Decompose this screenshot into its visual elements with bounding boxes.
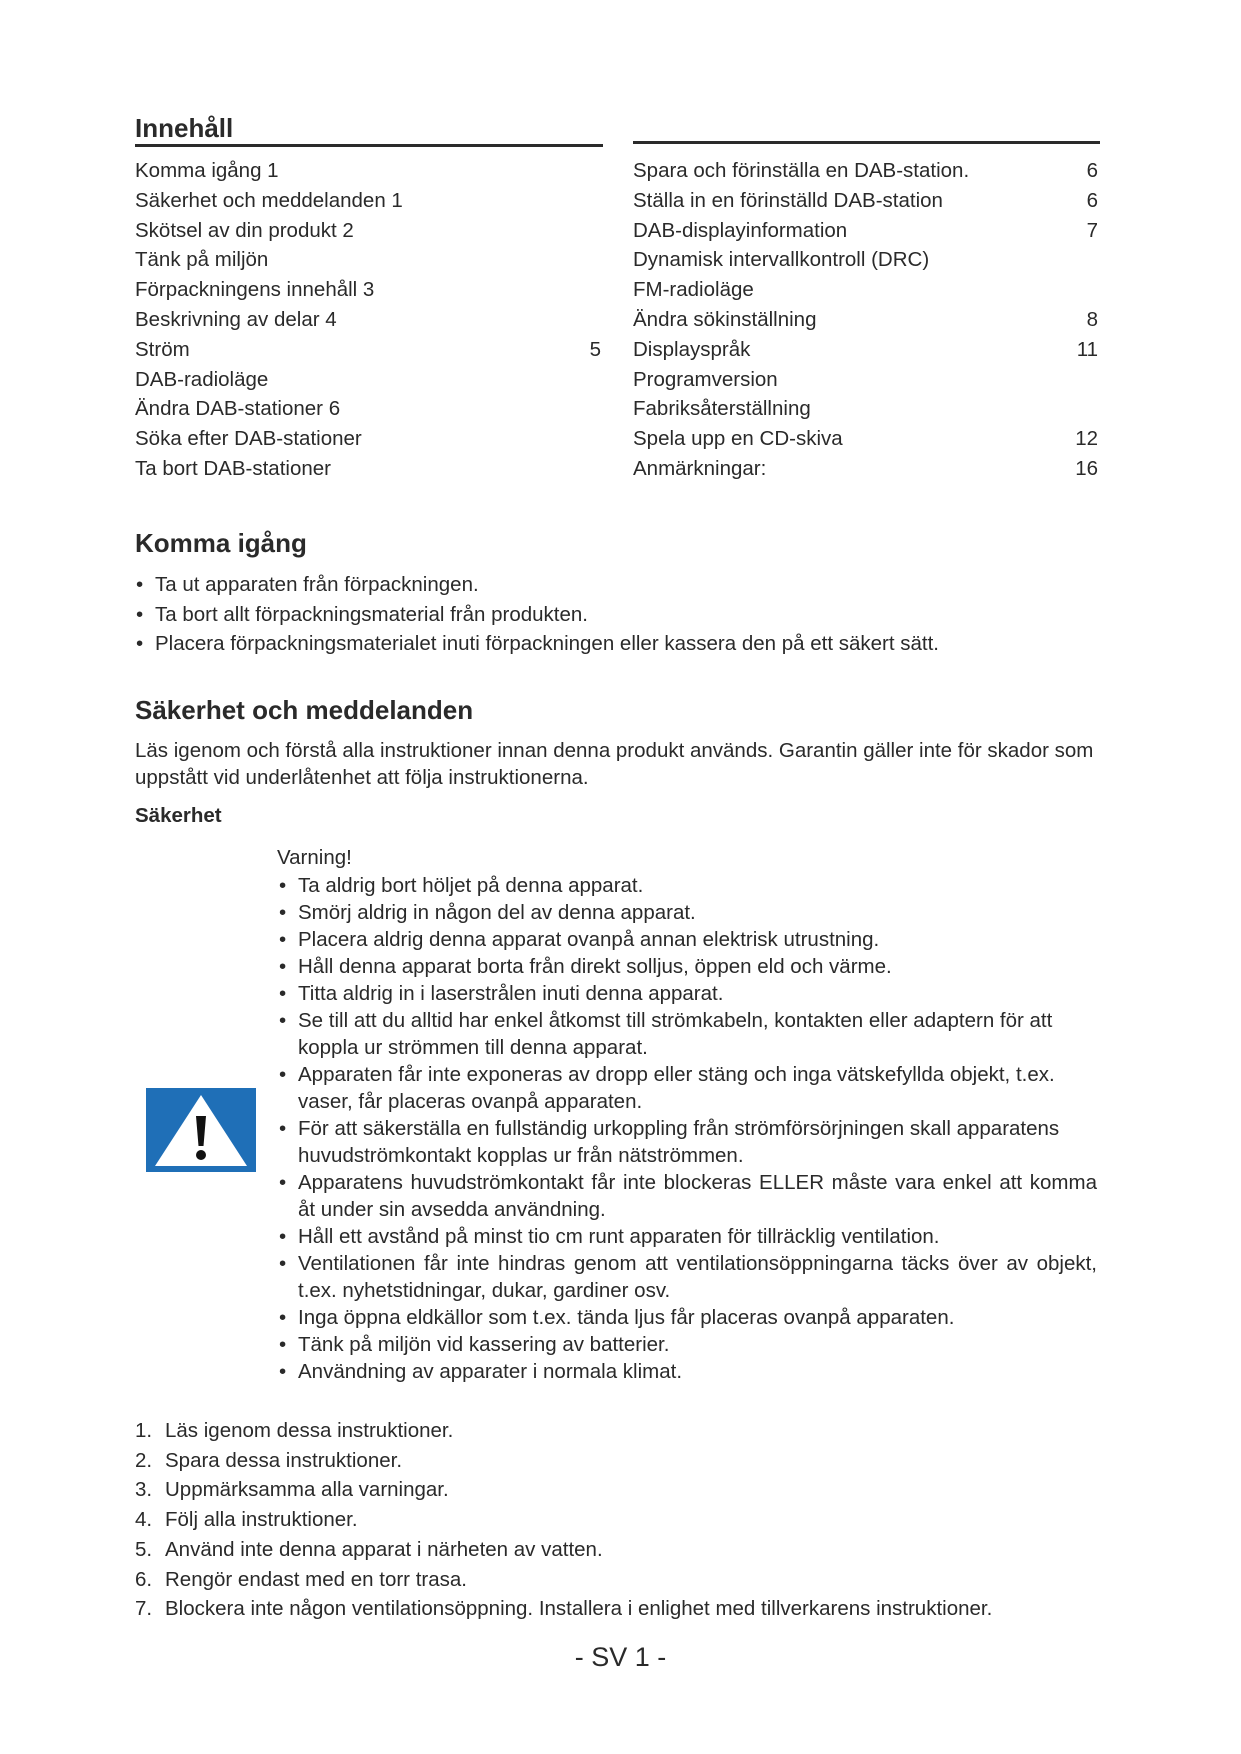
list-item <box>135 1505 1115 1535</box>
list-item-number: 3. <box>135 1478 153 1502</box>
list-item-number: 2. <box>135 1448 153 1472</box>
toc-entry-label: Skötsel av din produkt 2 <box>135 218 354 242</box>
toc-entry-label: Tänk på miljön <box>135 248 269 272</box>
list-item-number: 7. <box>135 1597 153 1621</box>
toc-entry-label: Ta bort DAB-stationer <box>135 456 331 480</box>
toc-entry-label: Ändra sökinställning <box>633 307 817 331</box>
warning-item: • Användning av apparater i normala klimat. <box>277 1358 1097 1385</box>
safety-intro: Läs igenom och förstå alla instruktioner innan denna produkt används. Garantin gäller inte för skador som uppstått vid underlåtenhet att följa instruktionerna. <box>135 739 1094 789</box>
toc-entry-page: 12 <box>1075 427 1098 451</box>
warning-item: • Ventilationen får inte hindras genom att ventilationsöppningarna täcks över av objekt, t.ex. nyhetstidningar, dukar, gardiner osv. <box>277 1250 1097 1304</box>
toc-entry[interactable] <box>135 305 603 335</box>
instructions-list <box>135 1416 1115 1624</box>
toc-entry[interactable] <box>633 245 1100 275</box>
toc-entry[interactable] <box>633 424 1100 454</box>
toc-entry-page: 16 <box>1075 456 1098 480</box>
toc-entry[interactable] <box>633 275 1100 305</box>
list-item: • Ta ut apparaten från förpackningen. <box>135 570 1115 600</box>
toc-entry-label: Fabriksåterställning <box>633 397 811 421</box>
toc-entry-label: Ändra DAB-stationer 6 <box>135 397 341 421</box>
toc-entry-label: Ström <box>135 337 190 361</box>
list-item <box>135 1594 1115 1624</box>
toc-entry[interactable] <box>633 305 1100 335</box>
toc-entry-page: 11 <box>1076 337 1098 361</box>
toc-entry-label: Säkerhet och meddelanden 1 <box>135 188 403 212</box>
toc-entry-label: Displayspråk <box>633 337 751 361</box>
toc-entry-page: 8 <box>1086 307 1098 331</box>
toc-entry[interactable] <box>135 245 603 275</box>
toc-entry-page: 6 <box>1086 188 1098 212</box>
toc-entry[interactable] <box>633 216 1100 246</box>
warning-heading: Varning! <box>277 846 352 869</box>
toc-entry-label: DAB-displayinformation <box>633 218 848 242</box>
toc-entry[interactable] <box>135 424 603 454</box>
warning-item: • Håll denna apparat borta från direkt solljus, öppen eld och värme. <box>277 953 1097 980</box>
list-item-number: 5. <box>135 1537 153 1561</box>
toc-entry-page: 7 <box>1086 218 1098 242</box>
warning-block <box>277 843 1097 1385</box>
toc-entry-label: Spara och förinställa en DAB-station. <box>633 159 970 182</box>
toc-entry-label: Beskrivning av delar 4 <box>135 307 337 331</box>
warning-item: • För att säkerställa en fullständig urkoppling från strömförsörjningen skall apparatens huvudströmkontakt kopplas ur från nätströmmen. <box>277 1115 1097 1169</box>
warning-item: • Placera aldrig denna apparat ovanpå annan elektrisk utrustning. <box>277 926 1097 953</box>
list-item-text: Blockera inte någon ventilationsöppning. Installera i enlighet med tillverkarens instruktioner. <box>165 1597 993 1621</box>
list-item <box>135 1475 1115 1505</box>
toc-entry[interactable] <box>633 454 1100 484</box>
toc-entry-label: Ställa in en förinställd DAB-station <box>633 188 943 212</box>
toc-entry-label: Anmärkningar: <box>633 456 767 480</box>
page-number: - SV 1 - <box>574 1642 667 1672</box>
toc-entry[interactable] <box>135 394 603 424</box>
section-title-safety: Säkerhet och meddelanden <box>135 695 474 725</box>
toc-entry[interactable] <box>633 335 1100 365</box>
safety-subheading: Säkerhet <box>135 804 222 827</box>
toc-entry[interactable] <box>135 156 603 186</box>
warning-item: • Ta aldrig bort höljet på denna apparat. <box>277 872 1097 899</box>
toc-entry-label: Programversion <box>633 367 778 391</box>
list-item <box>135 1446 1115 1476</box>
toc-entry[interactable] <box>135 186 603 216</box>
warning-item: • Apparaten får inte exponeras av dropp eller stäng och inga vätskefyllda objekt, t.ex. vaser, får placeras ovanpå apparaten. <box>277 1061 1097 1115</box>
toc-entry[interactable] <box>135 365 603 395</box>
toc-entry-label: DAB-radioläge <box>135 367 269 391</box>
list-item-text: Spara dessa instruktioner. <box>165 1448 403 1472</box>
list-item: • Ta bort allt förpackningsmaterial från produkten. <box>135 600 1115 630</box>
list-item <box>135 1535 1115 1565</box>
toc-entry[interactable] <box>633 365 1100 395</box>
getting-started-list <box>135 570 1115 659</box>
toc-entry-label: Komma igång 1 <box>135 159 279 182</box>
toc-entry-label: FM-radioläge <box>633 278 754 302</box>
toc-entry-page: 5 <box>589 337 601 361</box>
toc-entry-page: 6 <box>1086 159 1098 182</box>
warning-triangle-icon <box>146 1088 256 1172</box>
warning-item: • Håll ett avstånd på minst tio cm runt apparaten för tillräcklig ventilation. <box>277 1223 1097 1250</box>
list-item <box>135 1565 1115 1595</box>
list-item-text: Använd inte denna apparat i närheten av vatten. <box>165 1537 603 1561</box>
list-item <box>135 1416 1115 1446</box>
warning-item: • Tänk på miljön vid kassering av batterier. <box>277 1331 1097 1358</box>
list-item-number: 6. <box>135 1567 153 1591</box>
warning-item: • Titta aldrig in i laserstrålen inuti denna apparat. <box>277 980 1097 1007</box>
toc-entry[interactable] <box>633 394 1100 424</box>
toc-title: Innehåll <box>135 112 603 147</box>
list-item-number: 1. <box>135 1419 153 1442</box>
toc-left-column <box>135 156 603 484</box>
toc-entry-label: Spela upp en CD-skiva <box>633 427 843 451</box>
warning-item: • Inga öppna eldkällor som t.ex. tända ljus får placeras ovanpå apparaten. <box>277 1304 1097 1331</box>
list-item-text: Uppmärksamma alla varningar. <box>165 1478 449 1502</box>
list-item-text: Följ alla instruktioner. <box>165 1508 358 1532</box>
toc-entry[interactable] <box>135 216 603 246</box>
toc-entry[interactable] <box>135 454 603 484</box>
toc-entry-label: Söka efter DAB-stationer <box>135 427 362 451</box>
toc-entry[interactable] <box>633 156 1100 186</box>
toc-entry-label: Dynamisk intervallkontroll (DRC) <box>633 248 930 272</box>
toc-right-column <box>633 156 1100 484</box>
list-item-number: 4. <box>135 1508 153 1532</box>
toc-entry[interactable] <box>633 186 1100 216</box>
section-title-getting-started: Komma igång <box>135 528 307 558</box>
warning-item: • Smörj aldrig in någon del av denna apparat. <box>277 899 1097 926</box>
toc-divider-rule <box>633 141 1100 144</box>
list-item-text: Läs igenom dessa instruktioner. <box>165 1419 454 1442</box>
toc-entry[interactable] <box>135 335 603 365</box>
list-item: • Placera förpackningsmaterialet inuti förpackningen eller kassera den på ett säkert sätt. <box>135 629 1115 659</box>
warning-item: • Se till att du alltid har enkel åtkomst till strömkabeln, kontakten eller adaptern för att koppla ur strömmen till denna apparat. <box>277 1007 1097 1061</box>
warning-item: • Apparatens huvudströmkontakt får inte blockeras ELLER måste vara enkel att komma åt under sin avsedda användning. <box>277 1169 1097 1223</box>
toc-entry-label: Förpackningens innehåll 3 <box>135 278 375 302</box>
toc-entry[interactable] <box>135 275 603 305</box>
list-item-text: Rengör endast med en torr trasa. <box>165 1567 467 1591</box>
